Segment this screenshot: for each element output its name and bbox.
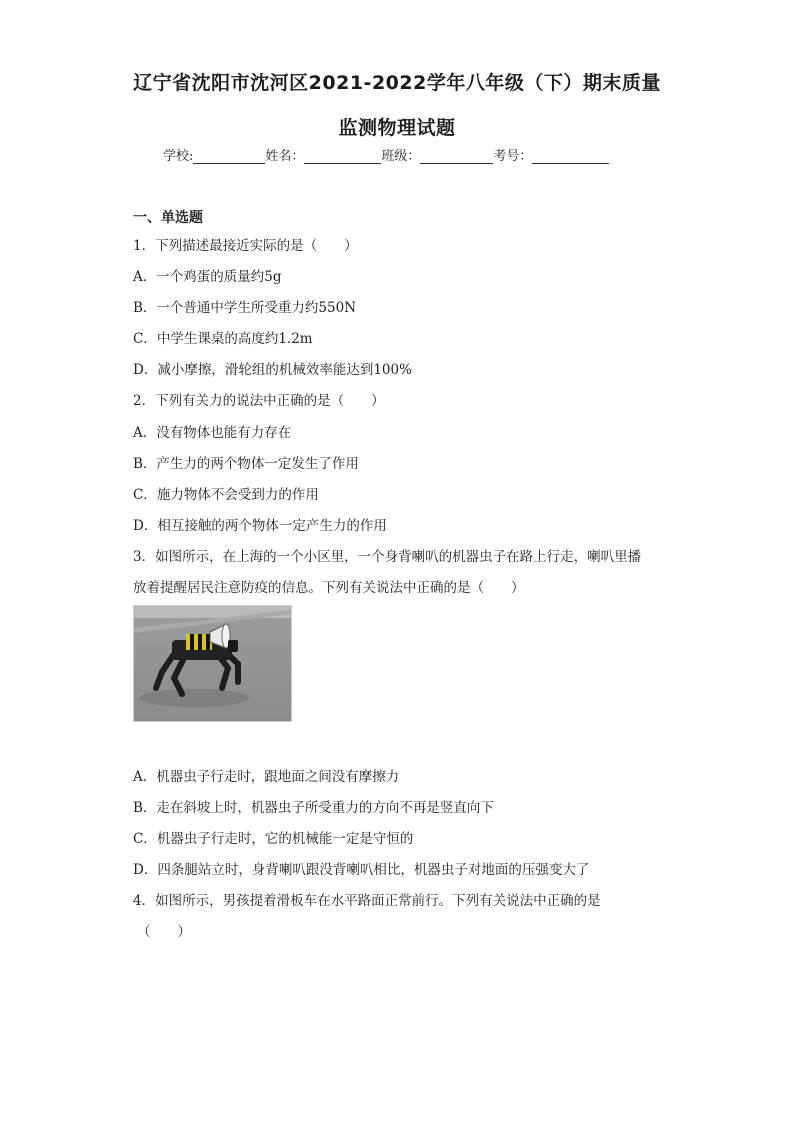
question-3-option-b: B．走在斜坡上时，机器虫子所受重力的方向不再是竖直向下 xyxy=(133,800,494,816)
class-blank xyxy=(420,149,493,164)
class-label: 班级： xyxy=(381,149,421,164)
robot-dog-illustration xyxy=(134,606,291,721)
number-blank xyxy=(532,149,609,164)
exam-title-line2: 监测物理试题 xyxy=(338,117,456,139)
question-1-option-a: A．一个鸡蛋的质量约5g xyxy=(133,269,282,285)
question-2-option-c: C．施力物体不会受到力的作用 xyxy=(133,487,319,503)
school-label: 学校: xyxy=(163,149,194,164)
question-2-option-a: A．没有物体也能有力存在 xyxy=(133,425,292,441)
question-4-stem-line1: 4．如图所示，男孩提着滑板车在水平路面正常前行。下列有关说法中正确的是 xyxy=(133,893,601,909)
question-1-stem: 1．下列描述最接近实际的是（ ） xyxy=(133,238,358,254)
question-2-option-b: B．产生力的两个物体一定发生了作用 xyxy=(133,456,359,472)
question-1-option-c: C．中学生课桌的高度约1.2m xyxy=(133,331,313,347)
question-3-stem-line2: 放着提醒居民注意防疫的信息。下列有关说法中正确的是（ ） xyxy=(133,580,525,596)
question-1-option-b: B．一个普通中学生所受重力约550N xyxy=(133,300,357,316)
student-info-line xyxy=(163,145,609,164)
question-3-option-a: A．机器虫子行走时，跟地面之间没有摩擦力 xyxy=(133,769,400,785)
section-title: 一、单选题 xyxy=(133,210,203,226)
robot-dog-photo xyxy=(133,605,292,722)
question-2-option-d: D．相互接触的两个物体一定产生力的作用 xyxy=(133,518,387,534)
question-3-stem-line1: 3．如图所示，在上海的一个小区里，一个身背喇叭的机器虫子在路上行走，喇叭里播 xyxy=(133,549,642,565)
question-2-stem: 2．下列有关力的说法中正确的是（ ） xyxy=(133,393,385,409)
question-1-option-d: D．减小摩擦，滑轮组的机械效率能达到100% xyxy=(133,362,412,378)
number-label: 考号： xyxy=(493,149,533,164)
name-blank xyxy=(304,149,381,164)
question-3-option-d: D．四条腿站立时，身背喇叭跟没背喇叭相比，机器虫子对地面的压强变大了 xyxy=(133,862,590,878)
exam-title-line1: 辽宁省沈阳市沈河区2021-2022学年八年级（下）期末质量 xyxy=(133,72,661,94)
question-3-option-c: C．机器虫子行走时，它的机械能一定是守恒的 xyxy=(133,831,414,847)
question-4-stem-line2: （ ） xyxy=(137,924,191,940)
school-blank xyxy=(193,149,265,164)
name-label: 姓名： xyxy=(265,149,305,164)
